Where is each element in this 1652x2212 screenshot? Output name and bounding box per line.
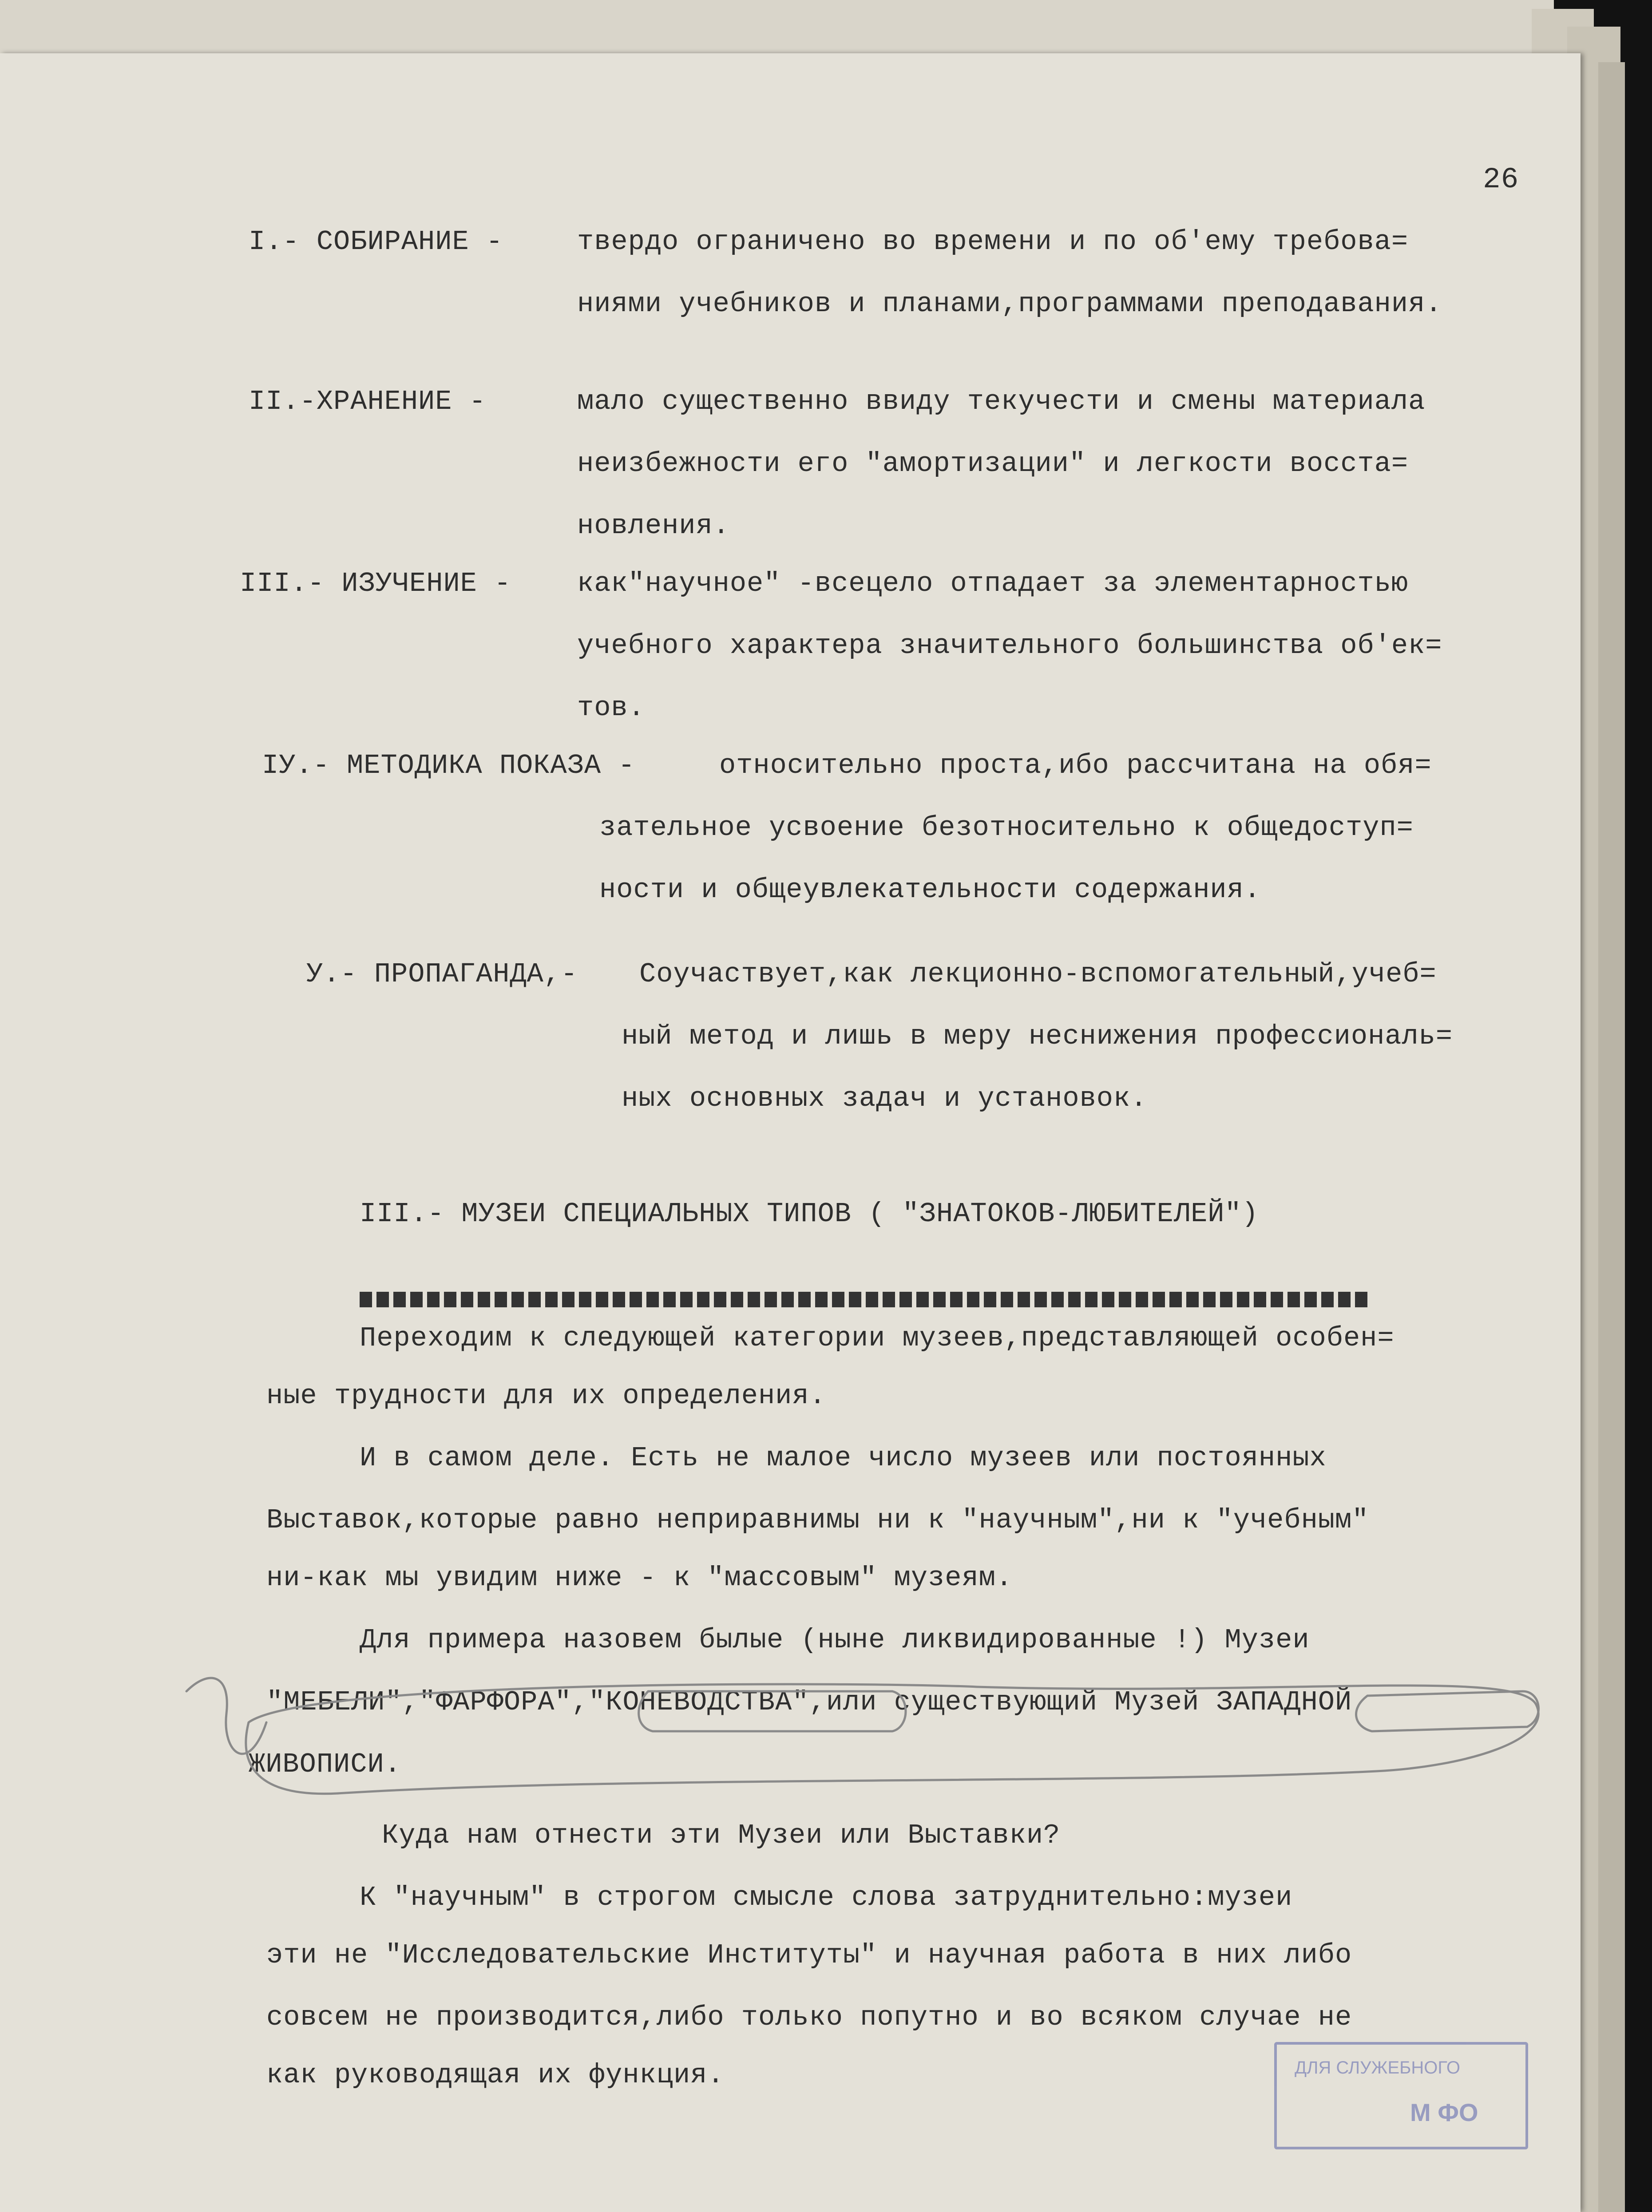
section-text: ниями учебников и планами,программами преподавания. [577,288,1442,320]
section-text: твердо ограничено во времени и по об'ему требова= [577,226,1409,257]
typed-page [0,53,1581,2212]
section-text: ный метод и лишь в меру неснижения профессиональ= [622,1021,1453,1052]
section-text: как"научное" -всецело отпадает за элементарностью [577,568,1409,599]
section-heading-storage: II.-ХРАНЕНИЕ - [249,386,486,417]
paragraph-line: "МЕБЕЛИ","ФАРФОРА","КОНЕВОДСТВА",или существующий Музей ЗАПАДНОЙ [266,1686,1352,1718]
pencil-check-mark [186,1678,266,1754]
pencil-circle-zapadnoy [1356,1691,1539,1731]
paragraph-line: Куда нам отнести эти Музеи или Выставки? [382,1820,1061,1851]
paragraph-line: Выставок,которые равно неприравнимы ни к "научным",ни к "учебным" [266,1504,1369,1536]
pencil-loop [246,1684,1538,1794]
paragraph-line: как руководящая их функция. [266,2059,725,2091]
pencil-circle-konevodstva [639,1691,906,1731]
archive-stamp [1274,2042,1528,2149]
paragraph-line: ные трудности для их определения. [266,1380,826,1412]
paragraph-line: К "научным" в строгом смысле слова затруднительно:музеи [360,1882,1293,1913]
section-text: тов. [577,692,645,724]
paragraph-line: И в самом деле. Есть не малое число музеев или постоянных [360,1442,1327,1474]
pencil-annotations [0,53,1581,2212]
section-heading-display-method: IУ.- МЕТОДИКА ПОКАЗА - [262,750,635,781]
section-text: неизбежности его "амортизации" и легкости восста= [577,448,1409,479]
section-text: ных основных задач и установок. [622,1083,1148,1114]
paragraph-line: ЖИВОПИСИ. [249,1749,401,1780]
stamp-text: ДЛЯ СЛУЖЕБНОГО [1295,2058,1460,2077]
paragraph-line: совсем не производится,либо только попутно и во всяком случае не [266,2002,1352,2033]
paragraph-line: Переходим к следующей категории музеев,представляющей особен= [360,1322,1394,1354]
section-text: относительно проста,ибо рассчитана на обя= [719,750,1432,781]
section-text: учебного характера значительного большинства об'ек= [577,630,1442,661]
section-text: Соучаствует,как лекционно-вспомогательный,учеб= [639,958,1437,990]
section-text: новления. [577,510,730,542]
page-stack-edge [1598,62,1625,2212]
section-heading-study: III.- ИЗУЧЕНИЕ - [240,568,511,599]
section-text: зательное усвоение безотносительно к общедоступ= [599,812,1414,843]
stamp-code: М ФО [1410,2098,1478,2126]
page-number: 26 [1483,163,1519,196]
chapter-title: III.- МУЗЕИ СПЕЦИАЛЬНЫХ ТИПОВ ( "ЗНАТОКОВ-ЛЮБИТЕЛЕЙ") [360,1198,1259,1230]
section-heading-propaganda: У.- ПРОПАГАНДА,- [306,958,578,990]
paragraph-line: Для примера назовем былые (ныне ликвидированные !) Музеи [360,1624,1310,1656]
paragraph-line: ни-как мы увидим ниже - к "массовым" музеям. [266,1562,1013,1594]
section-text: мало существенно ввиду текучести и смены материала [577,386,1426,417]
section-text: ности и общеувлекательности содержания. [599,874,1261,906]
section-heading-collecting: I.- СОБИРАНИЕ - [249,226,503,257]
paragraph-line: эти не "Исследовательские Институты" и научная работа в них либо [266,1939,1352,1971]
